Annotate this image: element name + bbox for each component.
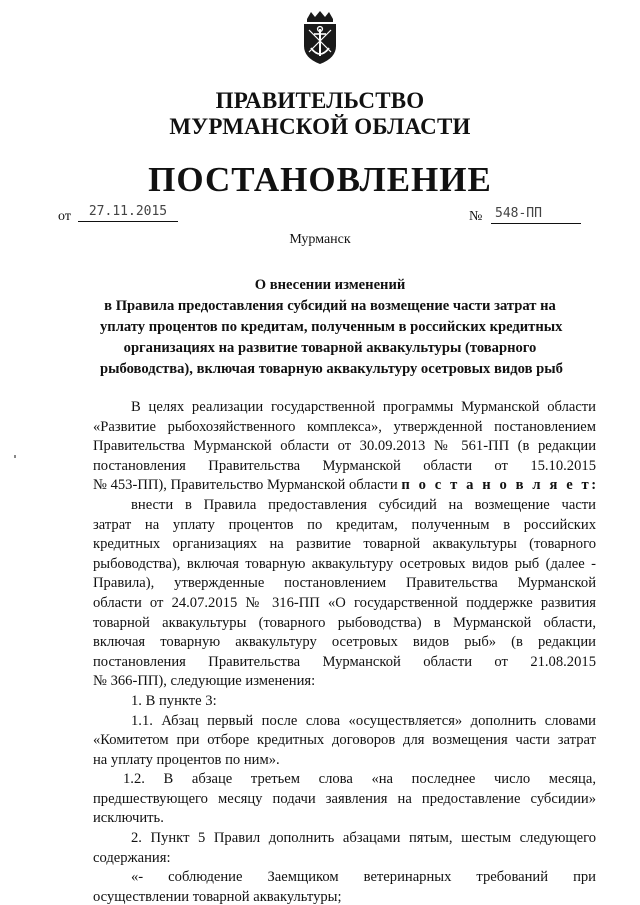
body-line: исключить.: [93, 810, 164, 827]
document-date: 27.11.2015: [78, 203, 178, 222]
body-line: затрат на уплату процентов по кредитам, полученным в российских: [93, 516, 596, 533]
body-line-text: № 453-ПП), Правительство Мурманской области: [93, 477, 398, 494]
body-line: постановления Правительства Мурманской области от 15.10.2015: [93, 457, 596, 474]
body-line: предшествующего месяцу подачи заявления на предоставление субсидии»: [93, 790, 596, 807]
body-line: В целях реализации государственной программы Мурманской области: [131, 399, 596, 415]
body-line: осуществлении товарной аквакультуры;: [93, 888, 342, 905]
body-line: содержания:: [93, 849, 171, 866]
body-line: «- соблюдение Заемщиком ветеринарных требований при: [131, 869, 596, 886]
body-line: рыбоводства), включая товарную аквакультуру осетровых видов рыб (далее -: [93, 555, 596, 572]
body-line: включая товарную аквакультуру осетровых видов рыб» (в редакции: [93, 634, 596, 651]
title-line: организациях на развитие товарной аквакультуры (товарного: [123, 340, 537, 356]
body-line: «Комитетом при отборе кредитных договоров для возмещения части затрат: [93, 732, 596, 749]
body-line: постановления Правительства Мурманской области от 21.08.2015: [93, 653, 596, 670]
body-line: области от 24.07.2015 № 316-ПП «О государственной поддержке развития: [93, 594, 596, 611]
body-line: Правила), утвержденные постановлением Правительства Мурманской: [93, 575, 596, 592]
title-line: в Правила предоставления субсидий на возмещение части затрат на: [104, 298, 556, 314]
body-line: 1. В пункте 3:: [131, 692, 217, 709]
document-number: 548-ПП: [491, 205, 581, 224]
number-prefix: №: [469, 209, 483, 224]
body-line: Правительства Мурманской области от 30.09.2013 № 561-ПП (в редакции: [93, 438, 596, 455]
government-name-line1: ПРАВИТЕЛЬСТВО: [215, 88, 425, 113]
body-line: 2. Пункт 5 Правил дополнить абзацами пятым, шестым следующего: [131, 830, 596, 847]
title-line: О внесении изменений: [254, 277, 406, 293]
government-name-line2: МУРМАНСКОЙ ОБЛАСТИ: [169, 114, 471, 139]
title-line: рыбоводства), включая товарную аквакультуру осетровых видов рыб: [100, 361, 563, 377]
body-line: кредитных организациях на развитие товарной аквакультуры (товарного: [93, 536, 596, 553]
body-line: 1.1. Абзац первый после слова «осуществляется» дополнить словами: [131, 712, 596, 729]
body-line: «Развитие рыбохозяйственного комплекса», утвержденной постановлением: [93, 418, 596, 435]
body-line: на уплату процентов по ним».: [93, 751, 280, 768]
body-line: 1.2. В абзаце третьем слова «на последнее число месяца,: [123, 771, 596, 788]
margin-mark: [14, 455, 16, 458]
body-line: № 366-ПП), следующие изменения:: [93, 673, 316, 690]
document-title: [100, 275, 563, 380]
body-line: [93, 476, 599, 496]
date-prefix: от: [58, 209, 71, 224]
coat-of-arms-icon: [298, 10, 342, 66]
document-type: ПОСТАНОВЛЕНИЕ: [148, 160, 492, 199]
body-line: товарной аквакультуры (товарного рыбоводства) в Мурманской области,: [93, 614, 596, 631]
city-name: Мурманск: [289, 232, 351, 247]
document-body: [93, 398, 599, 905]
title-line: уплату процентов по кредитам, полученным в российских кредитных: [100, 319, 563, 335]
decree-word: п о с т а н о в л я е т:: [401, 477, 599, 494]
body-line: внести в Правила предоставления субсидий на возмещение части: [131, 496, 596, 513]
